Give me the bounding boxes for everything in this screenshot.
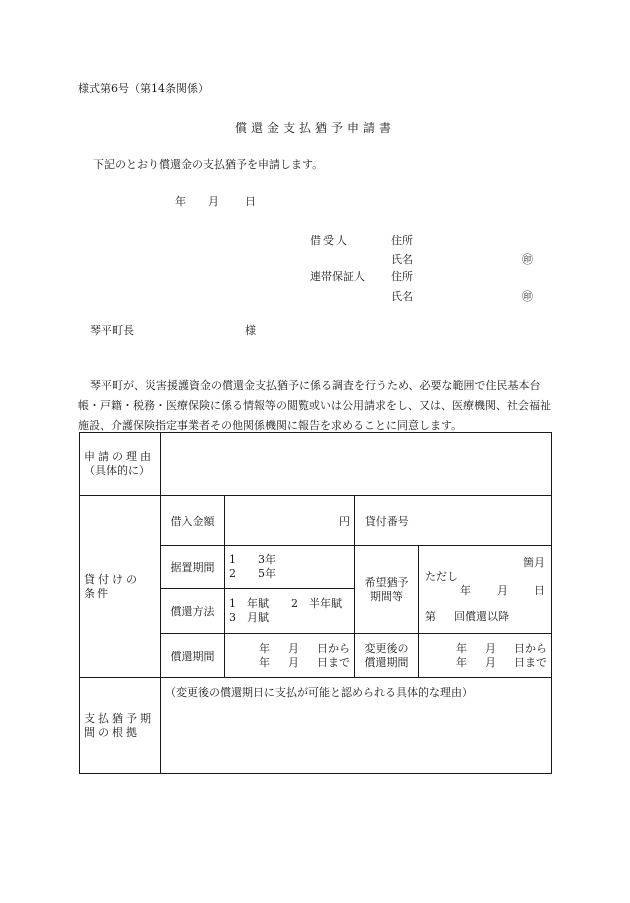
to-year: 年 (259, 655, 270, 669)
conditions-label-cell (80, 496, 161, 678)
conditions-sublabel-text: 条件 (84, 586, 110, 600)
loan-amount-label: 借入金額 (170, 514, 215, 528)
date-month-label: 月 (208, 195, 219, 208)
yen-unit: 円 (339, 514, 350, 528)
loan-number-label: 貸付番号 (364, 514, 409, 528)
desired-deferral-label: 希望猶予 (364, 575, 409, 589)
basis-label: 支払猶予期 (84, 711, 154, 725)
conditions-sublabel (84, 587, 156, 601)
from-month: 月 (288, 641, 299, 655)
changed-from-month: 月 (485, 641, 496, 655)
repay-option-2: 3 月賦 (229, 611, 269, 624)
repay-option-1: 1 年賦 2 半年賦 (229, 597, 342, 610)
repay-method-options-cell[interactable] (225, 589, 355, 634)
desired-day-label: 日 (534, 583, 545, 597)
repay-method-label-cell (161, 589, 225, 634)
basis-sublabel: 間の根拠 (84, 725, 140, 739)
tadashi-label: ただし (425, 569, 458, 583)
changed-from-line (423, 642, 547, 656)
desired-year-label: 年 (460, 583, 471, 597)
installment-suffix: 回償還以降 (454, 609, 509, 623)
reason-input-cell[interactable] (161, 433, 552, 496)
grace-period-label-cell (161, 546, 225, 589)
desired-month-label: 月 (497, 583, 508, 597)
guarantor-seal-mark: ㊞ (522, 290, 533, 303)
repay-period-label: 償還期間 (170, 649, 215, 663)
reason-label-cell (80, 433, 161, 496)
months-unit: 箇月 (523, 555, 545, 569)
loan-amount-label-cell (161, 496, 225, 546)
desired-date-line (425, 584, 545, 598)
changed-to-line (423, 656, 547, 670)
to-month: 月 (288, 655, 299, 669)
repay-period-label-cell (161, 634, 225, 678)
reason-row (80, 433, 552, 496)
borrower-name-label: 氏名 (391, 253, 413, 266)
grace-period-options-cell[interactable] (225, 546, 355, 589)
loan-number-label-cell (355, 496, 419, 546)
guarantor-label: 連帯保証人 (310, 270, 365, 283)
grace-period-label: 据置期間 (170, 561, 215, 574)
changed-period-input-cell[interactable] (419, 634, 552, 678)
changed-period-label: 変更後の (364, 641, 409, 655)
desired-deferral-sublabel: 期間等 (370, 589, 403, 603)
changed-from-day: 日から (514, 641, 547, 655)
repay-period-input-cell[interactable] (225, 634, 355, 678)
repay-method-label: 償還方法 (170, 605, 215, 618)
conditions-label: 貸付けの (84, 572, 140, 586)
loan-number-input-cell[interactable] (419, 496, 552, 546)
loan-amount-row (80, 496, 552, 546)
to-day: 日まで (317, 655, 350, 669)
desired-deferral-input-cell[interactable] (419, 546, 552, 634)
document-title: 償還金支払猶予申請書 (234, 121, 395, 135)
intro-text: 下記のとおり償還金の支払猶予を申請します。 (93, 158, 324, 171)
form-number: 様式第6号（第14条関係） (78, 82, 209, 95)
grace-option-1: 1 3年 (229, 553, 276, 566)
grace-option-2: 2 5年 (229, 567, 276, 580)
from-year: 年 (259, 641, 270, 655)
installment-prefix: 第 (425, 609, 436, 623)
changed-to-year: 年 (456, 655, 467, 669)
borrower-seal-mark: ㊞ (522, 253, 533, 266)
desired-deferral-label-cell (355, 546, 419, 634)
guarantor-name-label: 氏名 (391, 290, 413, 303)
date-day-label: 日 (245, 195, 256, 208)
guarantor-address-label: 住所 (391, 270, 413, 283)
repay-period-to-line (229, 656, 350, 670)
borrower-address-label: 住所 (391, 234, 413, 247)
addressee-name: 琴平町長 (90, 324, 134, 337)
changed-to-month: 月 (485, 655, 496, 669)
consent-paragraph: 琴平町が、災害援護資金の償還金支払猶予に係る調査を行うため、必要な範囲で住民基本台帳・戸籍・税務・医療保険に係る情報等の閲覧或いは公用請求をし、又は、医療機関、社会福祉施設、介護保険指定事業者その他関係機関に報告を求めることに同意します。 (78, 379, 551, 432)
basis-note: （変更後の償還期日に支払が可能と認められる具体的な理由） (165, 686, 473, 699)
reason-label: 申請の理由 (84, 450, 154, 463)
installment-line (425, 610, 545, 624)
from-day: 日から (317, 641, 350, 655)
borrower-label: 借受人 (310, 234, 349, 247)
repay-period-from-line (229, 642, 350, 656)
changed-period-label-cell (355, 634, 419, 678)
basis-label-cell (80, 678, 161, 774)
date-year-label: 年 (175, 195, 186, 208)
loan-amount-input-cell[interactable] (225, 496, 355, 546)
reason-sublabel: （具体的に） (84, 464, 150, 477)
application-table (79, 432, 552, 774)
basis-row (80, 678, 552, 774)
changed-period-sublabel: 償還期間 (364, 655, 409, 669)
addressee-honorific: 様 (245, 324, 256, 337)
changed-from-year: 年 (456, 641, 467, 655)
changed-to-day: 日まで (514, 655, 547, 669)
basis-input-cell[interactable] (161, 678, 552, 774)
